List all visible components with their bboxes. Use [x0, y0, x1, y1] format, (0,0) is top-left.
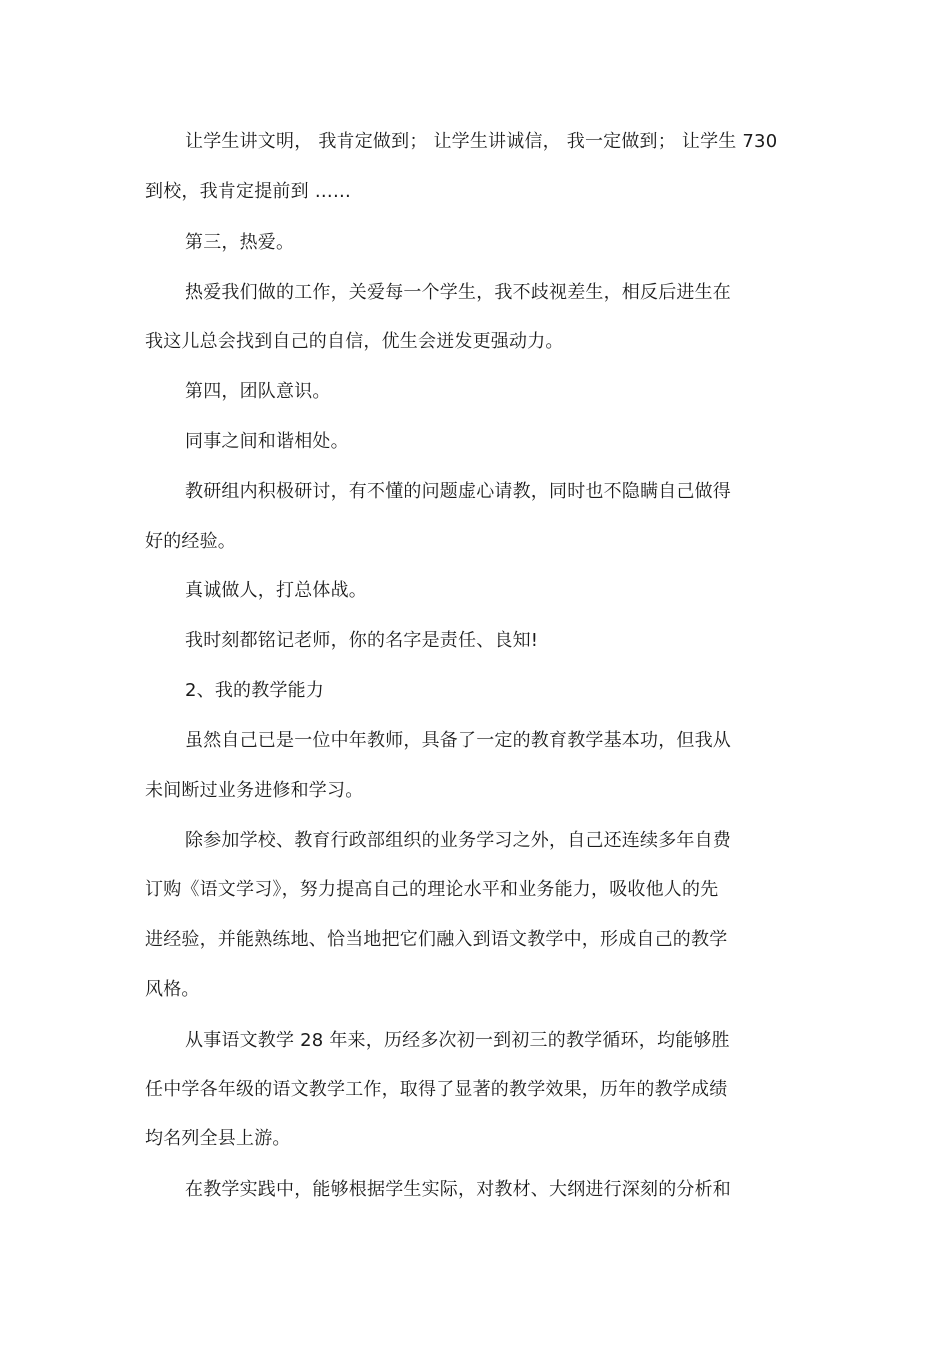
text-line: 在教学实践中，能够根据学生实际，对教材、大纲进行深刻的分析和 — [185, 1179, 731, 1200]
text-line: 订购《语文学习》，努力提高自己的理论水平和业务能力，吸收他人的先 — [145, 879, 719, 900]
section-heading: 第三，热爱。 — [185, 232, 295, 253]
text-line: 让学生讲文明， 我肯定做到； 让学生讲诚信， 我一定做到； 让学生 730 — [185, 131, 778, 152]
text-line: 热爱我们做的工作，关爱每一个学生，我不歧视差生，相反后进生在 — [185, 282, 731, 303]
section-heading: 第四，团队意识。 — [185, 381, 331, 402]
text-line: 真诚做人，打总体战。 — [185, 580, 367, 601]
text-line: 未间断过业务进修和学习。 — [145, 780, 364, 801]
text-line: 除参加学校、教育行政部组织的业务学习之外，自己还连续多年自费 — [185, 830, 731, 851]
text-line: 同事之间和谐相处。 — [185, 431, 349, 452]
text-line: 我时刻都铭记老师，你的名字是责任、良知! — [185, 630, 539, 651]
text-line: 好的经验。 — [145, 531, 236, 552]
text-line: 到校，我肯定提前到 …… — [145, 181, 352, 202]
text-line: 教研组内积极研讨，有不懂的问题虚心请教，同时也不隐瞒自己做得 — [185, 481, 731, 502]
text-line: 虽然自己已是一位中年教师，具备了一定的教育教学基本功，但我从 — [185, 730, 731, 751]
section-heading: 2、我的教学能力 — [185, 680, 325, 701]
text-line: 均名列全县上游。 — [145, 1128, 291, 1149]
text-line: 风格。 — [145, 979, 200, 1000]
text-line: 进经验，并能熟练地、恰当地把它们融入到语文教学中，形成自己的教学 — [145, 929, 728, 950]
text-line: 从事语文教学 28 年来，历经多次初一到初三的教学循环，均能够胜 — [185, 1030, 730, 1051]
text-line: 我这儿总会找到自己的自信，优生会迸发更强动力。 — [145, 331, 564, 352]
text-line: 任中学各年级的语文教学工作，取得了显著的教学效果，历年的教学成绩 — [145, 1079, 728, 1100]
